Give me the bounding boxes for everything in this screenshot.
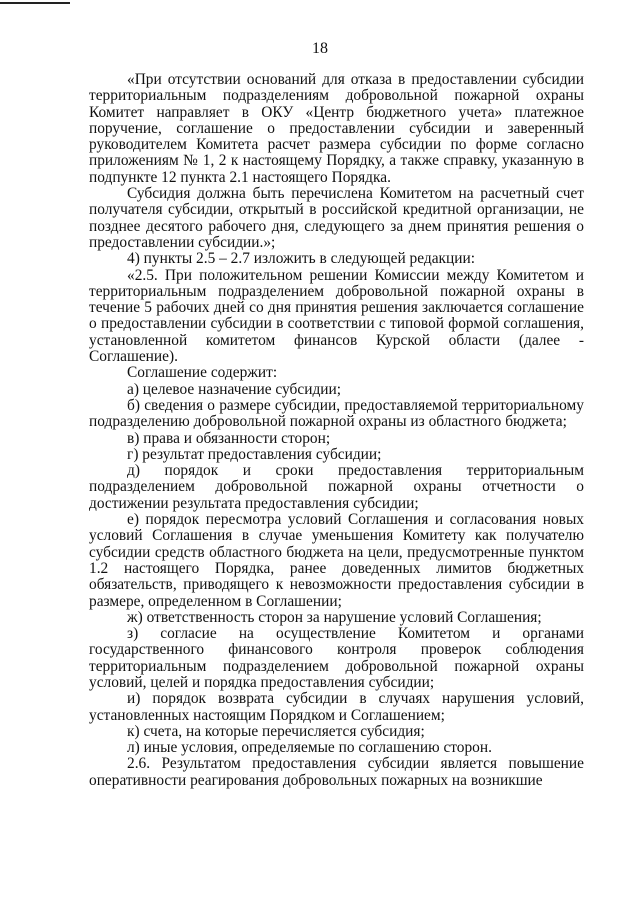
paragraph-agreement-contains: Соглашение содержит: <box>127 364 278 382</box>
list-item-k: к) счета, на которые перечисляется субсидия; <box>127 722 425 740</box>
list-item-a: а) целевое назначение субсидии; <box>127 380 342 398</box>
list-item-zh: ж) ответственность сторон за нарушение условий Соглашения; <box>127 608 542 626</box>
paragraph-subsidy-refusal-absence: «При отсутствии оснований для отказа в предоставлении субсидии территориальным подразделениям добровольной пожарной охраны Комитет направляет в ОКУ «Центр бюджетного учета» платежное поручение, соглашение о предоставлении субсидии и заверенный руководителем Комитета расчет размера субсидии по форме согласно приложениям № 1, 2 к настоящему Порядку, а также справку, указанную в подпункте 12 пункта 2.1 настоящего Порядка. <box>89 71 584 186</box>
list-item-z: з) согласие на осуществление Комитетом и органами государственного финансового контроля проверок соблюдения территориальным подразделением добровольной пожарной охраны условий, целей и порядка предоставления субсидии; <box>89 625 584 691</box>
list-item-d: д) порядок и сроки предоставления территориальным подразделением добровольной пожарной охраны отчетности о достижении результата предоставления субсидии; <box>89 462 584 512</box>
top-scan-rule <box>0 2 70 4</box>
list-item-l: л) иные условия, определяемые по соглашению сторон. <box>127 739 492 757</box>
list-item-i: и) порядок возврата субсидии в случаях нарушения условий, установленных настоящим Порядком и Соглашением; <box>89 690 584 724</box>
page-number: 18 <box>312 40 328 57</box>
document-body <box>89 72 584 789</box>
list-item-g: г) результат предоставления субсидии; <box>127 445 382 463</box>
list-item-e: е) порядок пересмотра условий Соглашения и согласования новых условий Соглашения в случае уменьшения Комитету как получателю субсидии средств областного бюджета на цели, предусмотренные пунктом 1.2 настоящего Порядка, ранее доведенных лимитов бюджетных обязательств, приводящего к невозможности предоставления субсидии в размере, определенном в Соглашении; <box>89 511 584 610</box>
paragraph-subsidy-transfer: Субсидия должна быть перечислена Комитетом на расчетный счет получателя субсидии, открытый в российской кредитной организации, не позднее десятого рабочего дня, следующего за днем принятия решения о предоставлении субсидии.»; <box>89 185 584 251</box>
paragraph-2-5: «2.5. При положительном решении Комиссии между Комитетом и территориальным подразделением добровольной пожарной охраны в течение 5 рабочих дней со дня принятия решения заключается соглашение о предоставлении субсидии в соответствии с типовой формой соглашения, установленной комитетом финансов Курской области (далее - Соглашение). <box>89 266 584 366</box>
paragraph-2-6: 2.6. Результатом предоставления субсидии является повышение оперативности реагирования добровольных пожарных на возникшие <box>89 755 584 789</box>
paragraph-item-4: 4) пункты 2.5 – 2.7 изложить в следующей редакции: <box>127 250 476 268</box>
list-item-v: в) права и обязанности сторон; <box>127 429 331 447</box>
list-item-b: б) сведения о размере субсидии, предоставляемой территориальному подразделению добровольной пожарной охраны из областного бюджета; <box>89 396 584 431</box>
